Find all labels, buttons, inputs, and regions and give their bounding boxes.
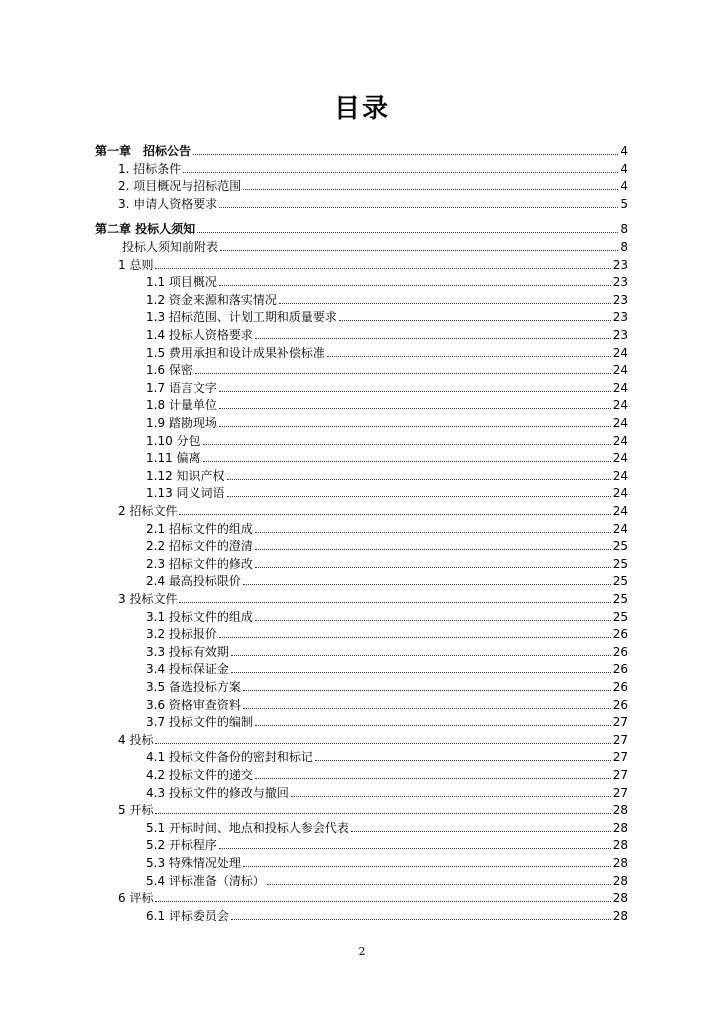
dot-leader — [193, 153, 618, 155]
toc-entry-label: 4.1 投标文件备份的密封和标记 — [146, 750, 313, 765]
toc-entry-page: 4 — [620, 179, 628, 194]
toc-entry[interactable] — [118, 731, 628, 749]
dot-leader — [155, 742, 610, 744]
toc-entry-page: 5 — [620, 196, 628, 211]
toc-entry-page: 28 — [612, 820, 628, 835]
toc-entry[interactable] — [118, 195, 628, 213]
dot-leader — [255, 548, 611, 550]
dot-leader — [155, 900, 610, 902]
toc-entry-label: 3.7 投标文件的编制 — [146, 715, 253, 730]
dot-leader — [243, 583, 611, 585]
toc-entry[interactable] — [146, 713, 628, 731]
toc-entry-page: 28 — [612, 873, 628, 888]
toc-entry-label: 1.13 同义词语 — [146, 486, 225, 501]
toc-entry-label: 6.1 评标委员会 — [146, 908, 229, 923]
toc-entry-label: 1.9 踏勘现场 — [146, 416, 217, 430]
toc-entry-page: 26 — [612, 697, 628, 712]
toc-entry-page: 24 — [612, 363, 628, 378]
dot-leader — [197, 231, 618, 233]
toc-entry-page: 23 — [612, 328, 628, 342]
dot-leader — [339, 319, 611, 321]
toc-entry-label: 6 评标 — [118, 891, 154, 906]
toc-entry-label: 5.3 特殊情况处理 — [146, 856, 241, 870]
toc-entry-page: 24 — [612, 521, 628, 536]
dot-leader — [279, 302, 611, 304]
dot-leader — [155, 267, 610, 269]
toc-entry-label: 1.3 招标范围、计划工期和质量要求 — [146, 310, 337, 325]
toc-entry[interactable] — [118, 889, 628, 907]
dot-leader — [243, 707, 611, 709]
toc-entry-label: 2.2 招标文件的澄清 — [146, 539, 253, 554]
toc-entry[interactable] — [146, 643, 628, 661]
toc-entry-label: 第一章 招标公告 — [95, 144, 192, 158]
toc-entry-label: 1.12 知识产权 — [146, 468, 225, 483]
toc-entry-label: 3. 申请人资格要求 — [118, 196, 218, 211]
dot-leader — [243, 188, 618, 190]
toc-entry-label: 3.3 投标有效期 — [146, 644, 229, 659]
toc-entry-label: 3.1 投标文件的组成 — [146, 609, 253, 624]
dot-leader — [219, 407, 611, 409]
toc-entry-label: 1.11 偏离 — [146, 451, 201, 466]
toc-entry[interactable] — [146, 326, 628, 344]
toc-entry[interactable] — [146, 608, 628, 626]
toc-entry-label: 1.2 资金来源和落实情况 — [146, 292, 277, 307]
toc-entry[interactable] — [146, 660, 628, 678]
toc-entry[interactable] — [146, 678, 628, 696]
toc-entry-label: 2.1 招标文件的组成 — [146, 521, 253, 536]
toc-entry-page: 26 — [612, 644, 628, 659]
toc-entry-label: 1.1 项目概况 — [146, 275, 217, 290]
dot-leader — [231, 918, 611, 920]
toc-chapter-entry[interactable] — [95, 142, 628, 160]
toc-entry-label: 3 投标文件 — [118, 592, 178, 606]
toc-entry[interactable] — [118, 160, 628, 178]
toc-entry-page: 28 — [612, 891, 628, 906]
toc-entry-page: 25 — [612, 574, 628, 589]
toc-entry[interactable] — [146, 819, 628, 837]
toc-entry[interactable] — [146, 696, 628, 714]
dot-leader — [243, 689, 611, 691]
toc-entry[interactable] — [146, 344, 628, 362]
toc-entry[interactable] — [146, 555, 628, 573]
toc-entry-label: 1.5 费用承担和设计成果补偿标准 — [146, 345, 325, 360]
toc-entry-page: 4 — [620, 161, 628, 176]
toc-entry-label: 4 投标 — [118, 732, 154, 747]
toc-entry[interactable] — [146, 625, 628, 643]
toc-entry-label: 4.3 投标文件的修改与撤回 — [146, 785, 289, 800]
dot-leader — [219, 636, 611, 638]
dot-leader — [179, 513, 610, 515]
toc-entry-page: 24 — [612, 468, 628, 483]
toc-entry-page: 23 — [612, 257, 628, 272]
toc-entry-page: 27 — [612, 750, 628, 765]
toc-entry-page: 24 — [612, 504, 628, 518]
toc-entry-label: 3.2 投标报价 — [146, 627, 217, 642]
dot-leader — [219, 206, 618, 208]
toc-chapter-entry[interactable] — [95, 220, 628, 238]
toc-entry[interactable] — [122, 238, 628, 256]
dot-leader — [315, 759, 611, 761]
toc-entry[interactable] — [146, 836, 628, 854]
dot-leader — [255, 531, 611, 533]
dot-leader — [203, 460, 611, 462]
toc-entry-page: 23 — [612, 310, 628, 325]
toc-entry[interactable] — [118, 177, 628, 195]
toc-entry-label: 1.7 语言文字 — [146, 380, 217, 395]
toc-entry-label: 2. 项目概况与招标范围 — [118, 179, 242, 194]
toc-entry-label: 5.1 开标时间、地点和投标人参会代表 — [146, 820, 349, 835]
toc-entry-page: 24 — [612, 416, 628, 430]
toc-entry-label: 2.4 最高投标限价 — [146, 574, 241, 589]
toc-entry-label: 投标人须知前附表 — [122, 240, 219, 254]
toc-entry-page: 4 — [620, 144, 628, 158]
toc-entry-page: 28 — [612, 908, 628, 923]
dot-leader — [255, 619, 611, 621]
dot-leader — [291, 795, 611, 797]
toc-entry-page: 24 — [612, 380, 628, 395]
dot-leader — [220, 249, 618, 251]
toc-entry-page: 27 — [612, 732, 628, 747]
toc-entry-label: 2.3 招标文件的修改 — [146, 556, 253, 571]
dot-leader — [179, 601, 610, 603]
toc-entry-label: 1.8 计量单位 — [146, 398, 217, 413]
dot-leader — [219, 284, 611, 286]
dot-leader — [231, 671, 611, 673]
toc-entry[interactable] — [118, 256, 628, 274]
dot-leader — [255, 724, 611, 726]
toc-entry-label: 3.6 资格审查资料 — [146, 697, 241, 712]
toc-entry[interactable] — [118, 502, 628, 520]
toc-entry[interactable] — [146, 291, 628, 309]
toc-entry[interactable] — [118, 801, 628, 819]
toc-entry-page: 24 — [612, 433, 628, 448]
toc-entry[interactable] — [146, 520, 628, 538]
dot-leader — [243, 865, 611, 867]
dot-leader — [351, 830, 611, 832]
toc-entry[interactable] — [146, 872, 628, 890]
toc-entry-page: 25 — [612, 609, 628, 624]
toc-entry[interactable] — [146, 432, 628, 450]
toc-entry-page: 23 — [612, 275, 628, 290]
toc-entry-page: 24 — [612, 486, 628, 501]
toc-entry-label: 5.4 评标准备（清标） — [146, 873, 265, 888]
dot-leader — [327, 355, 611, 357]
toc-entry-label: 第二章 投标人须知 — [95, 222, 196, 237]
toc-entry[interactable] — [146, 396, 628, 414]
toc-entry-label: 1. 招标条件 — [118, 161, 182, 176]
dot-leader — [231, 654, 611, 656]
dot-leader — [227, 495, 611, 497]
dot-leader — [219, 847, 611, 849]
toc-entry[interactable] — [146, 273, 628, 291]
dot-leader — [219, 390, 611, 392]
toc-entry[interactable] — [146, 537, 628, 555]
toc-entry[interactable] — [146, 854, 628, 872]
toc-entry-label: 5.2 开标程序 — [146, 838, 217, 853]
toc-entry-label: 2 招标文件 — [118, 504, 178, 518]
toc-entry[interactable] — [146, 748, 628, 766]
toc-entry-page: 8 — [620, 240, 628, 254]
toc-entry-page: 28 — [612, 856, 628, 870]
toc-entry[interactable] — [118, 590, 628, 608]
toc-entry[interactable] — [146, 361, 628, 379]
toc-entry[interactable] — [146, 484, 628, 502]
toc-entry-page: 26 — [612, 680, 628, 694]
toc-entry-page: 25 — [612, 592, 628, 606]
toc-entry[interactable] — [146, 308, 628, 326]
toc-entry-page: 24 — [612, 398, 628, 413]
toc-entry-page: 8 — [620, 222, 628, 237]
toc-entry-page: 28 — [612, 838, 628, 853]
toc-entry[interactable] — [146, 467, 628, 485]
toc-entry-label: 4.2 投标文件的递交 — [146, 768, 253, 782]
toc-entry[interactable] — [146, 766, 628, 784]
dot-leader — [219, 425, 611, 427]
toc-entry[interactable] — [146, 907, 628, 925]
dot-leader — [195, 372, 611, 374]
toc-entry-label: 3.5 备选投标方案 — [146, 680, 241, 694]
toc-entry-page: 25 — [612, 539, 628, 554]
dot-leader — [227, 478, 611, 480]
toc-entry-label: 1.6 保密 — [146, 363, 193, 378]
toc-entry-label: 1.4 投标人资格要求 — [146, 328, 253, 342]
toc-entry[interactable] — [146, 572, 628, 590]
dot-leader — [255, 777, 611, 779]
toc-title: 目录 — [333, 94, 390, 124]
dot-leader — [267, 883, 611, 885]
toc-entry[interactable] — [146, 414, 628, 432]
dot-leader — [255, 337, 611, 339]
toc-entry-page: 26 — [612, 627, 628, 642]
dot-leader — [203, 443, 611, 445]
toc-entry[interactable] — [146, 379, 628, 397]
toc-entry-label: 5 开标 — [118, 803, 154, 818]
toc-entry-label: 1.10 分包 — [146, 433, 201, 448]
dot-leader — [155, 812, 610, 814]
toc-entry[interactable] — [146, 449, 628, 467]
toc-entry-page: 28 — [612, 803, 628, 818]
toc-entry-page: 25 — [612, 556, 628, 571]
toc-entry-page: 27 — [612, 715, 628, 730]
toc-entry-label: 3.4 投标保证金 — [146, 662, 229, 677]
dot-leader — [183, 171, 618, 173]
toc-entry-page: 26 — [612, 662, 628, 677]
toc-entry-page: 27 — [612, 785, 628, 800]
toc-entry[interactable] — [146, 784, 628, 802]
dot-leader — [255, 566, 611, 568]
toc-entry-page: 23 — [612, 292, 628, 307]
toc-entry-page: 24 — [612, 345, 628, 360]
toc-entry-page: 27 — [612, 768, 628, 782]
toc-entry-page: 24 — [612, 451, 628, 466]
toc-entry-label: 1 总则 — [118, 257, 154, 272]
page-number: 2 — [358, 945, 366, 958]
